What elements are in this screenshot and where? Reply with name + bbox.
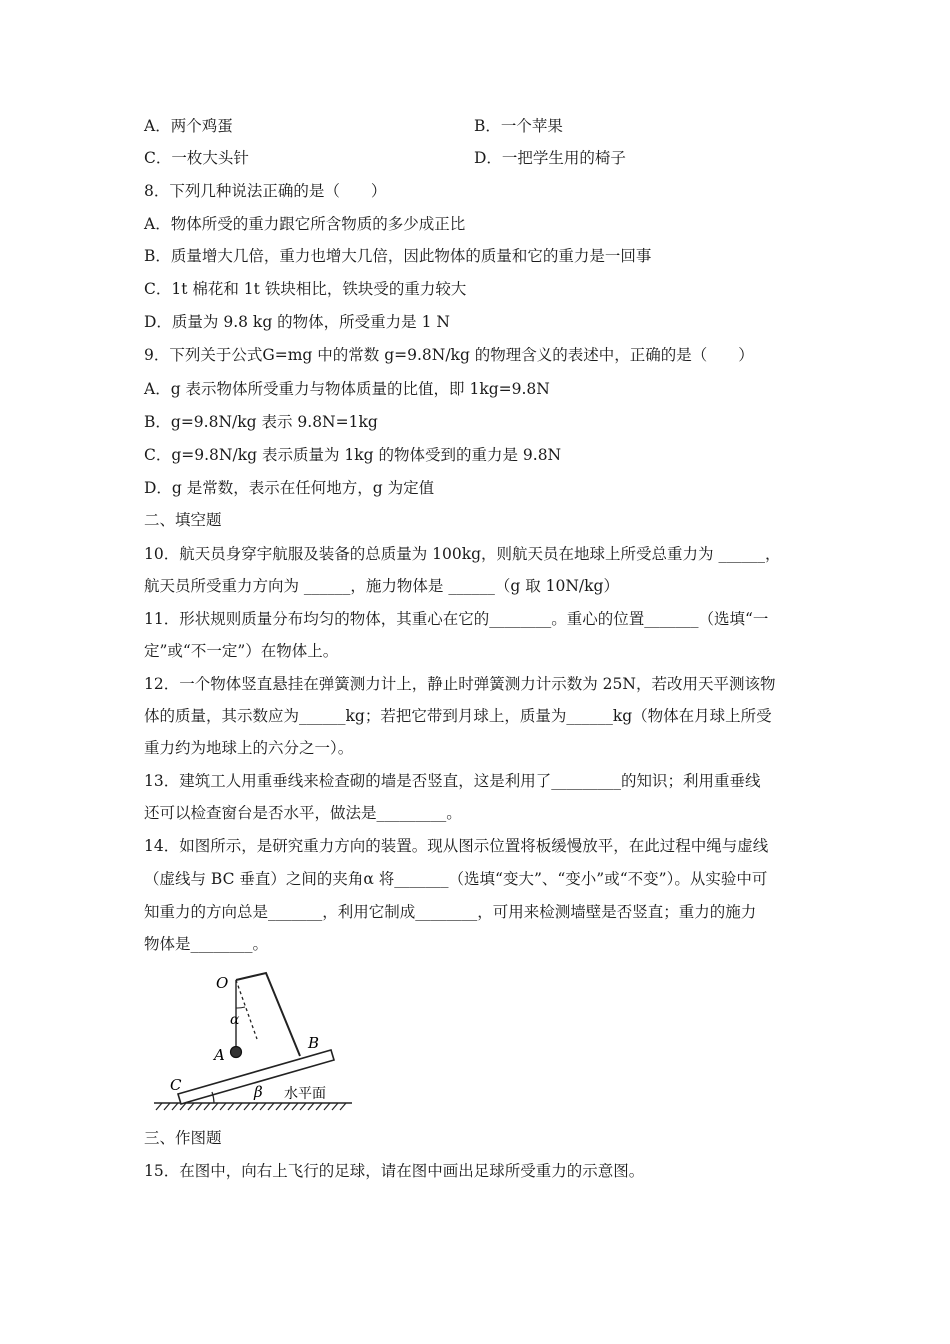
q7-option-b: B．一个苹果: [474, 117, 563, 135]
q10-line-1: 10．航天员身穿宇航服及装备的总质量为 100kg，则航天员在地球上所受总重力为 ______，: [144, 545, 781, 563]
q7-option-c: C．一枚大头针: [144, 149, 249, 167]
section-drawing-heading: 三、作图题: [144, 1129, 222, 1147]
q9-option-c: C．g=9.8N/kg 表示质量为 1kg 的物体受到的重力是 9.8N: [144, 446, 562, 464]
label-ground: 水平面: [284, 1086, 326, 1102]
q11-line-1: 11．形状规则质量分布均匀的物体，其重心在它的________。重心的位置_______（选填“一: [144, 610, 769, 628]
support-frame: [236, 973, 300, 1056]
q9-option-b: B．g=9.8N/kg 表示 9.8N=1kg: [144, 413, 378, 431]
q12-line-1: 12．一个物体竖直悬挂在弹簧测力计上，静止时弹簧测力计示数为 25N，若改用天平测该物: [144, 675, 776, 693]
label-alpha: α: [230, 1012, 240, 1028]
q11-line-2: 定”或“不一定”）在物体上。: [144, 642, 339, 660]
q8-option-a: A．物体所受的重力跟它所含物质的多少成正比: [144, 215, 466, 233]
q8-option-b: B．质量增大几倍，重力也增大几倍，因此物体的质量和它的重力是一回事: [144, 247, 652, 265]
q14-line-2: （虚线与 BC 垂直）之间的夹角α 将_______（选填“变大”、“变小”或“不变”）。从实验中可: [144, 870, 768, 888]
q7-option-a: A．两个鸡蛋: [144, 117, 233, 135]
q14-line-1: 14．如图所示，是研究重力方向的装置。现从图示位置将板缓慢放平，在此过程中绳与虚线: [144, 837, 769, 855]
q10-line-2: 航天员所受重力方向为 ______，施力物体是 ______（g 取 10N/kg）: [144, 577, 619, 595]
q14-line-4: 物体是________。: [144, 935, 269, 953]
q7-option-d: D．一把学生用的椅子: [474, 149, 626, 167]
q13-line-1: 13．建筑工人用重垂线来检查砌的墙是否竖直，这是利用了_________的知识；利用重垂线: [144, 772, 761, 790]
q9-option-d: D．g 是常数，表示在任何地方，g 为定值: [144, 479, 435, 497]
label-b: B: [308, 1034, 320, 1052]
q8-option-c: C．1t 棉花和 1t 铁块相比，铁块受的重力较大: [144, 280, 467, 298]
alpha-angle-arc: [236, 1007, 245, 1008]
q12-line-3: 重力约为地球上的六分之一）。: [144, 739, 354, 757]
q8-option-d: D．质量为 9.8 kg 的物体，所受重力是 1 N: [144, 313, 450, 331]
q9-stem: 9．下列关于公式G=mg 中的常数 g=9.8N/kg 的物理含义的表述中，正确的是（ ）: [144, 346, 754, 364]
perpendicular-dashed-line: [236, 980, 257, 1039]
plumb-bob: [231, 1047, 242, 1058]
q12-line-2: 体的质量，其示数应为______kg；若把它带到月球上，质量为______kg（物体在月球上所受: [144, 707, 772, 725]
label-c: C: [170, 1076, 182, 1094]
q8-stem: 8．下列几种说法正确的是（ ）: [144, 182, 387, 200]
label-a: A: [214, 1046, 225, 1064]
section-fill-in-heading: 二、填空题: [144, 511, 222, 529]
gravity-direction-figure: [148, 968, 358, 1114]
q13-line-2: 还可以检查窗台是否水平，做法是_________。: [144, 804, 462, 822]
label-beta: β: [254, 1083, 263, 1101]
q14-line-3: 知重力的方向总是_______，利用它制成________，可用来检测墙壁是否竖直；重力的施力: [144, 903, 757, 921]
q9-option-a: A．g 表示物体所受重力与物体质量的比值，即 1kg=9.8N: [144, 380, 550, 398]
label-o: O: [216, 974, 229, 992]
q15-stem: 15．在图中，向右上飞行的足球，请在图中画出足球所受重力的示意图。: [144, 1162, 645, 1180]
